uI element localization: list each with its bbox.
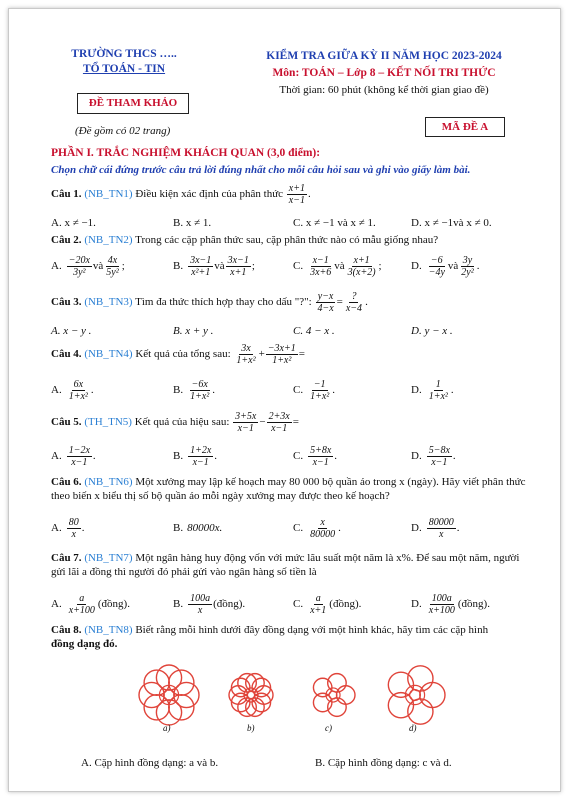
fraction: $\frac{x+1}{x-1}$ — [288, 183, 305, 206]
flower-d — [388, 666, 445, 724]
petal — [420, 682, 445, 707]
department-name: TỔ TOÁN - TIN — [82, 63, 166, 75]
option-d[interactable]: D. $\frac{80000}{x}$ . — [411, 516, 460, 540]
flower-center — [329, 691, 337, 699]
option-a[interactable]: A. $\frac{6x}{\text{1+x²}}$ . — [51, 378, 94, 402]
option-b[interactable]: B. x + y . — [173, 325, 214, 337]
options-q4 — [51, 375, 551, 405]
option-b[interactable]: B. $\frac{1+2x}{x-1}$ . — [173, 444, 218, 468]
exam-subject: Môn: TOÁN – Lớp 8 – KẾT NỐI TRI THỨC — [272, 67, 496, 79]
options-q3 — [51, 323, 551, 339]
question-label: Câu 1. — [51, 188, 82, 201]
option-b[interactable]: B. $\frac{3x-1}{\text{x²+1}}$ và $\frac{3x-1}{x+1}$ ; — [173, 254, 255, 278]
option-d[interactable]: D. $\frac{100a}{x+100}$ (đồng). — [411, 592, 490, 616]
option-a[interactable]: A. $\frac{-20x}{\text{3y²}}$ và $\frac{4x}{\text{5y²}}$ ; — [51, 254, 125, 278]
petal — [337, 686, 355, 704]
question-1: Câu 1. (NB_TN1) Điều kiện xác định của phân thức $\frac{x+1}{x-1}$ . — [51, 183, 311, 206]
option-b[interactable]: B. x ≠ 1. — [173, 217, 212, 229]
figure-label-d: d) — [409, 723, 417, 733]
part-instruction: Chọn chữ cái đứng trước câu trả lời đúng nhất cho mỗi câu hỏi sau và ghi vào giấy làm bài. — [51, 164, 471, 176]
option-d[interactable]: D. $\frac{-6}{-4y}$ và $\frac{3y}{\text{2y²}}$ . — [411, 254, 480, 278]
question-8: Câu 8. (NB_TN8) Biết rằng mỗi hình dưới đây đồng dạng với một hình khác, hãy tìm các cặp hình đồng dạng đó. — [51, 624, 489, 650]
question-7: Câu 7. (NB_TN7) Một ngân hàng huy động vốn với mức lãu suất một năm là x%. Để sau một năm, người gửi lãi a đồng thì người đó phải gửi vào ngân hàng số tiền là — [51, 552, 520, 578]
option-c[interactable]: C. 4 − x . — [293, 325, 335, 337]
flower-center — [164, 690, 175, 701]
exam-sheet — [8, 8, 561, 792]
option-b[interactable]: B. $\frac{100a}{x}$ (đồng). — [173, 592, 246, 616]
question-3: Câu 3. (NB_TN3) Tìm đa thức thích hợp thay cho dấu "?": $\frac{y-x}{4-x}$ = $\frac{?}{x-4}$ . — [51, 291, 368, 314]
question-4: Câu 4. (NB_TN4) Kết quả của tổng sau: $\frac{3x}{\text{1+x²}}$ + $\frac{-3x+1}{\text{1+x²}}$ = — [51, 343, 305, 366]
flower-a — [139, 665, 199, 725]
option-a[interactable]: A. $\frac{1-2x}{x-1}$ . — [51, 444, 96, 468]
option-d[interactable]: D. y − x . — [411, 325, 453, 337]
figure-label-a: a) — [163, 723, 171, 733]
option-a[interactable]: A. x − y . — [51, 325, 92, 337]
option-c[interactable]: C. $\frac{x}{80000}$ . — [293, 516, 341, 540]
option-b[interactable]: B. $\frac{-6x}{\text{1+x²}}$ . — [173, 378, 216, 402]
part-title: PHẦN I. TRẮC NGHIỆM KHÁCH QUAN (3,0 điểm): — [51, 147, 321, 159]
options-q2 — [51, 251, 551, 281]
flower-center — [159, 685, 178, 704]
exam-time: Thời gian: 60 phút (không kể thời gian giao đề) — [279, 84, 489, 96]
option-d[interactable]: D. $\frac{5-8x}{x-1}$ . — [411, 444, 456, 468]
flower-figures — [129, 661, 469, 741]
option-a[interactable]: A. $\frac{a}{x+100}$ (đồng). — [51, 592, 130, 616]
option-d[interactable]: D. x ≠ −1và x ≠ 0. — [411, 217, 492, 229]
option-d[interactable]: D. $\frac{1}{\text{1+x²}}$ . — [411, 378, 454, 402]
options-q6 — [51, 513, 551, 543]
option-c[interactable]: C. $\frac{5+8x}{x-1}$ . — [293, 444, 338, 468]
pages-note: (Đề gồm có 02 trang) — [75, 125, 171, 137]
option-a[interactable]: A. Cặp hình đồng dạng: a và b. — [81, 757, 219, 769]
exam-title: KIỂM TRA GIỮA KỲ II NĂM HỌC 2023-2024 — [266, 50, 502, 62]
question-5: Câu 5. (TH_TN5) Kết quả của hiệu sau: $\frac{3+5x}{x-1}$ − $\frac{2+3x}{x-1}$ = — [51, 411, 299, 434]
option-b[interactable]: B. 80000x. — [173, 522, 223, 534]
question-text: Điều kiện xác định của phân thức — [135, 188, 284, 201]
exam-code: MÃ ĐỀ A — [425, 117, 505, 137]
options-q1 — [51, 215, 551, 231]
figure-label-c: c) — [325, 723, 332, 733]
question-6: Câu 6. (NB_TN6) Một xưởng may lập kế hoạch may 80 000 bộ quần áo trong x (ngày). Hãy viết phân thức theo biến x biểu thị số bộ quần áo mỗi ngày xưởng may được theo kế hoạch? — [51, 476, 526, 502]
options-q7 — [51, 589, 551, 619]
school-header — [49, 47, 199, 77]
question-2: Câu 2. (NB_TN2) Trong các cặp phân thức sau, cặp phân thức nào có mẫu giống nhau? — [51, 234, 439, 246]
option-a[interactable]: A. $\frac{80}{x}$ . — [51, 516, 85, 540]
question-tag: (NB_TN1) — [84, 188, 133, 201]
option-c[interactable]: C. $\frac{-1}{\text{1+x²}}$ . — [293, 378, 336, 402]
flower-center — [247, 691, 255, 699]
option-c[interactable]: C. $\frac{x-1}{3x+6}$ và $\frac{x+1}{3(x+2)}$ ; — [293, 254, 382, 278]
flower-b — [229, 674, 273, 717]
option-a[interactable]: A. x ≠ −1. — [51, 217, 96, 229]
options-q5 — [51, 441, 551, 471]
figure-label-b: b) — [247, 723, 255, 733]
option-b[interactable]: B. Cặp hình đồng dạng: c và d. — [315, 757, 452, 769]
school-name: TRƯỜNG THCS ….. — [71, 48, 177, 60]
flower-center — [410, 690, 421, 701]
exam-header — [234, 49, 534, 98]
reference-label: ĐỀ THAM KHẢO — [77, 93, 189, 114]
option-c[interactable]: C. $\frac{a}{x+1}$ (đồng). — [293, 592, 362, 616]
flower-c — [313, 674, 355, 717]
option-c[interactable]: C. x ≠ −1 và x ≠ 1. — [293, 217, 376, 229]
